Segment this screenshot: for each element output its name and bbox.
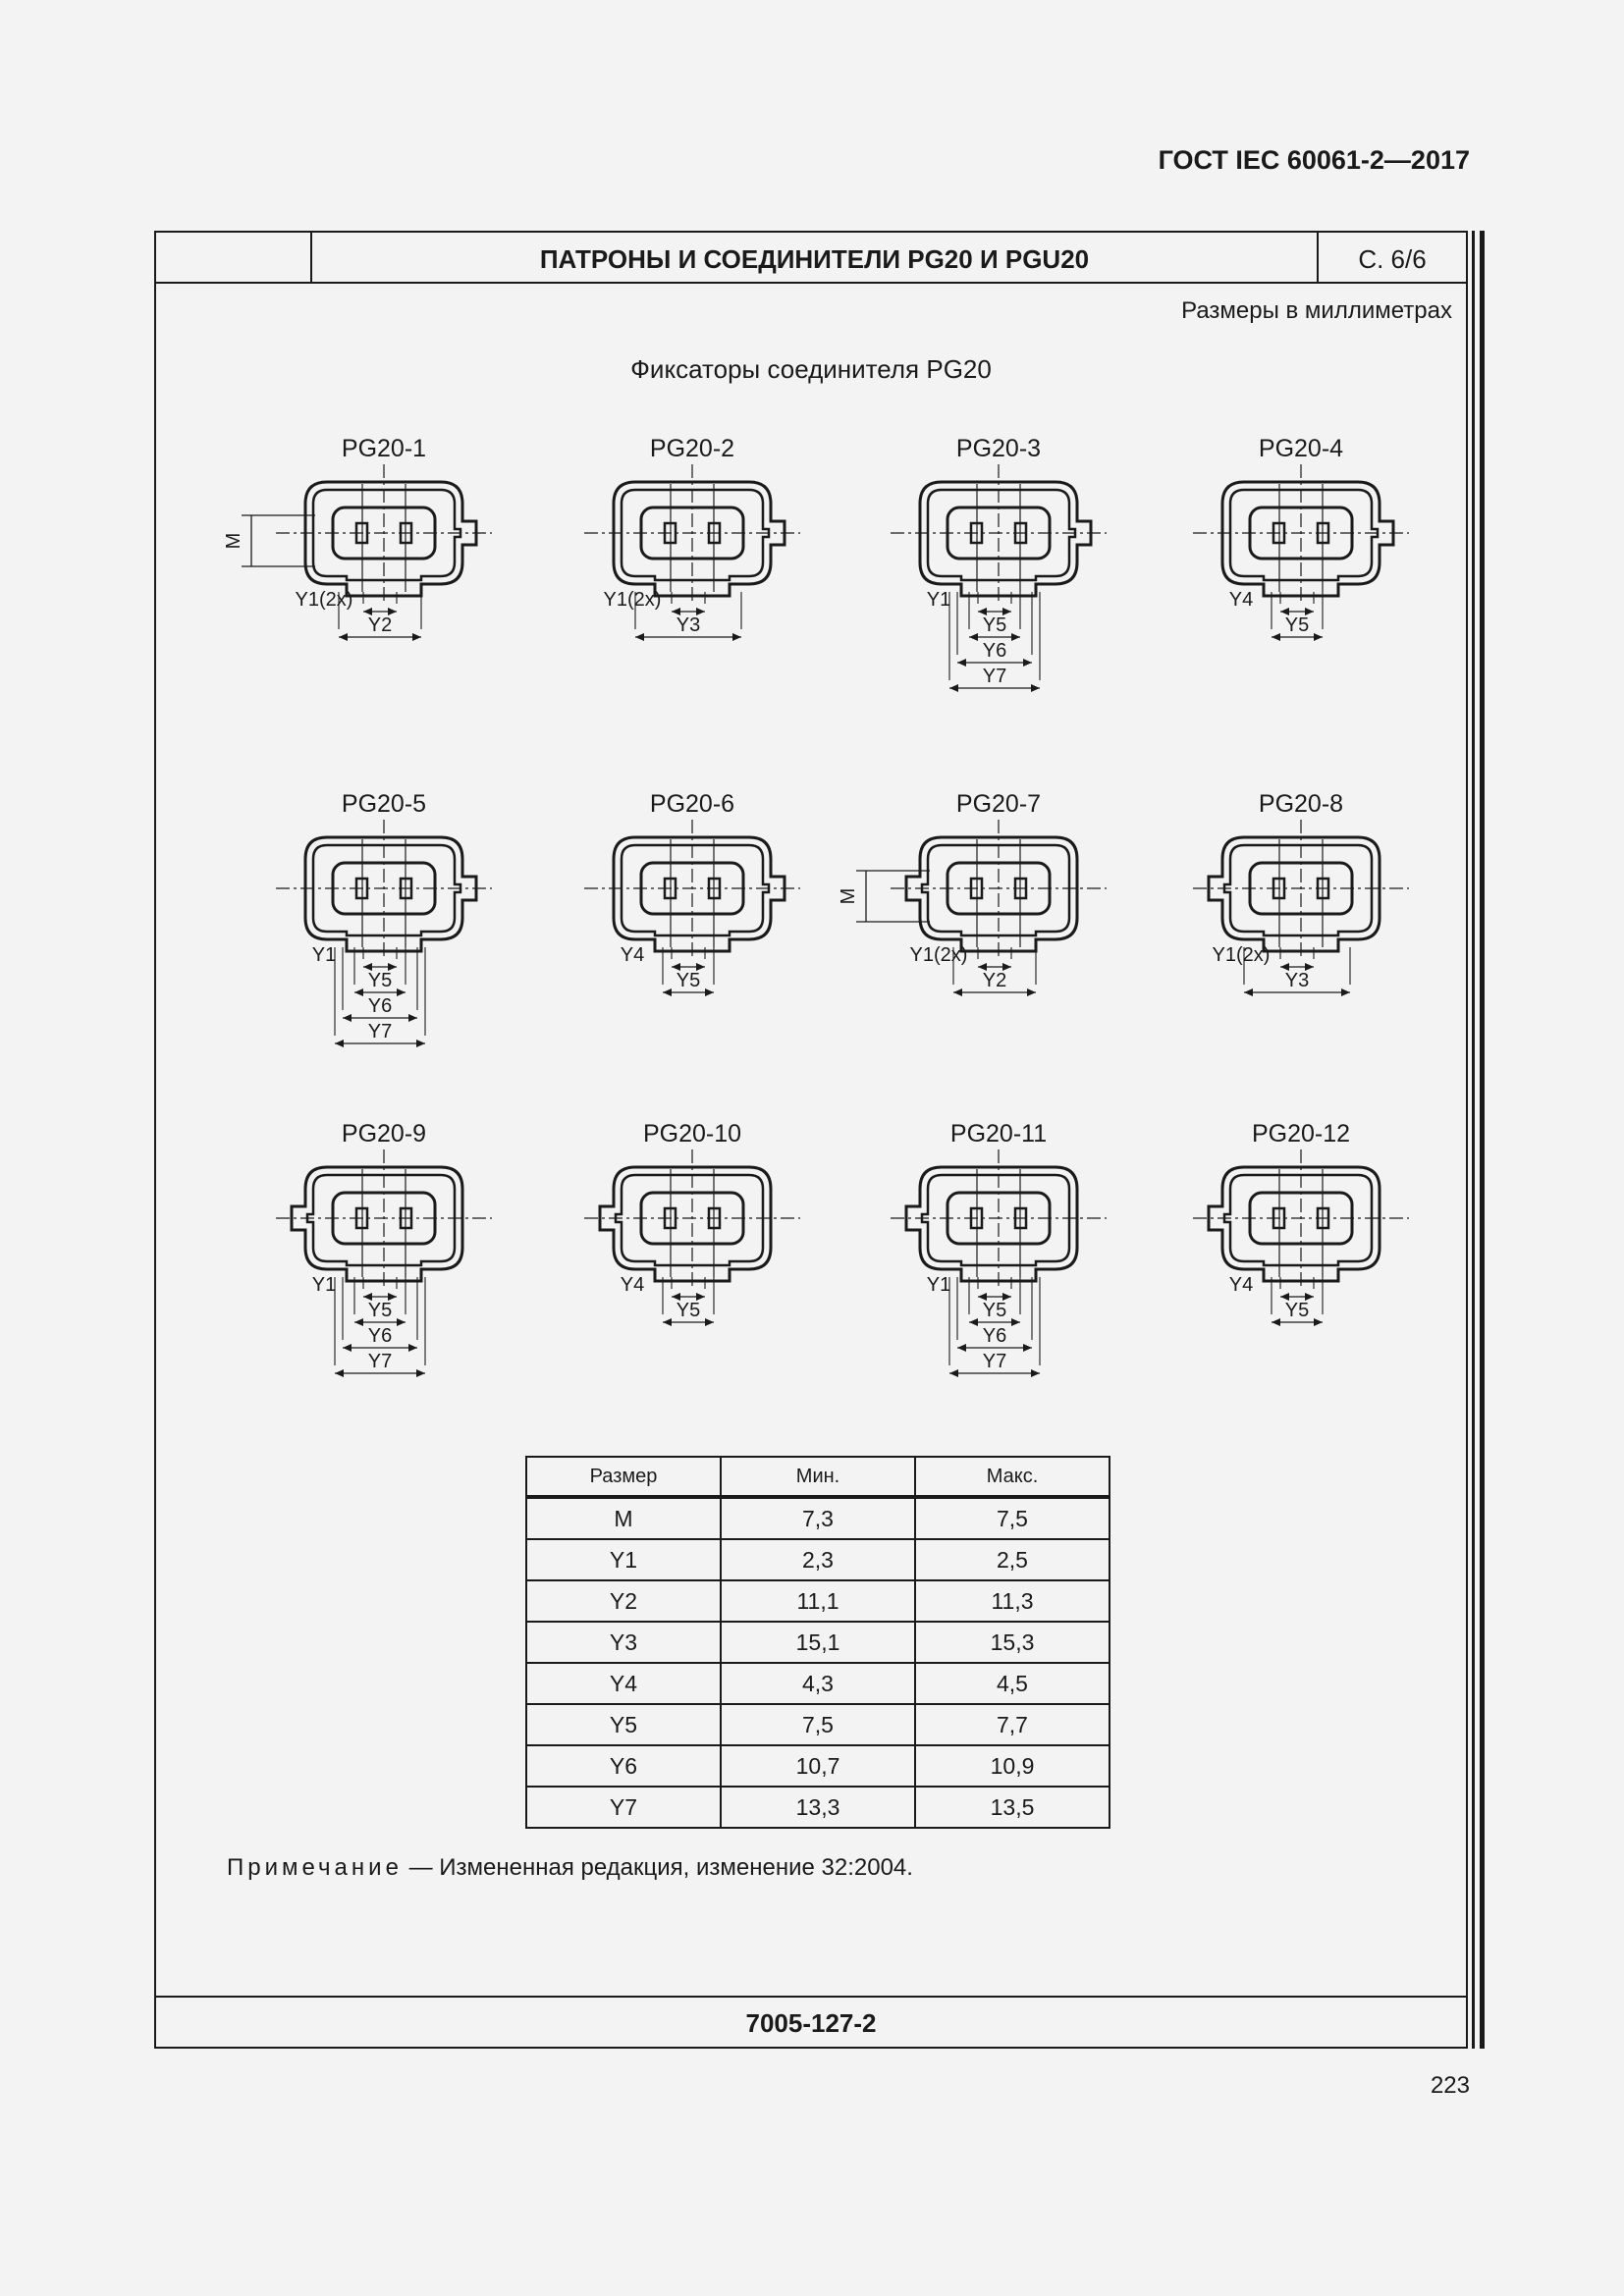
arrowhead xyxy=(732,633,741,641)
arrowhead xyxy=(1341,988,1350,996)
arrowhead xyxy=(663,1318,672,1326)
connector-outline xyxy=(1224,845,1372,935)
arrowhead xyxy=(705,1318,714,1326)
figure-label: PG20-1 xyxy=(341,435,427,462)
table-cell: 4,5 xyxy=(915,1663,1110,1704)
figure-label: PG20-4 xyxy=(1258,435,1344,462)
dimension-label: Y1(2x) xyxy=(603,589,662,611)
table-cell: 2,5 xyxy=(915,1539,1110,1580)
figure-label: PG20-2 xyxy=(649,435,735,462)
table-header-row xyxy=(526,1457,1110,1497)
arrowhead xyxy=(949,1369,958,1377)
dimension-label: Y4 xyxy=(620,944,645,966)
arrowhead xyxy=(1272,633,1280,641)
table-cell: 7,5 xyxy=(721,1704,915,1745)
figure-label: PG20-3 xyxy=(955,435,1042,462)
arrowhead xyxy=(416,1369,425,1377)
arrowhead xyxy=(408,1014,417,1022)
connector-outline xyxy=(922,845,1069,935)
table-cell: 13,5 xyxy=(915,1787,1110,1828)
table-header-cell: Макс. xyxy=(915,1457,1110,1497)
connector-outline xyxy=(906,837,1077,951)
arrowhead xyxy=(1011,633,1020,641)
connector-outline xyxy=(1209,1167,1380,1281)
arrowhead xyxy=(412,633,421,641)
arrowhead xyxy=(343,1344,352,1352)
connector-figure-pg20-5 xyxy=(276,790,492,1047)
dimension-label: Y1 xyxy=(311,944,337,966)
arrowhead xyxy=(957,659,966,667)
figure-label: PG20-8 xyxy=(1258,790,1344,818)
figure-label: PG20-12 xyxy=(1251,1120,1351,1148)
connector-outline xyxy=(313,490,460,580)
dimension-label: Y2 xyxy=(982,970,1007,991)
arrowhead xyxy=(953,988,962,996)
table-row xyxy=(526,1622,1110,1663)
dimension-label: Y1(2x) xyxy=(1212,944,1271,966)
connector-outline xyxy=(614,837,785,951)
connector-outline xyxy=(305,482,476,596)
table-row xyxy=(526,1787,1110,1828)
connector-figure-pg20-1 xyxy=(223,435,492,641)
arrowhead xyxy=(1023,1344,1032,1352)
sheet-page: С. 6/6 xyxy=(1358,244,1427,274)
dimension-label: Y1 xyxy=(311,1274,337,1296)
connector-figure-pg20-4 xyxy=(1193,435,1409,641)
arrowhead xyxy=(705,988,714,996)
connector-figure-pg20-11 xyxy=(891,1120,1107,1377)
connector-outline xyxy=(906,1167,1077,1281)
table-row xyxy=(526,1745,1110,1787)
dimension-label: M xyxy=(838,887,859,905)
dimension-label: M xyxy=(223,532,244,550)
connector-outline xyxy=(928,490,1075,580)
table-cell: Y3 xyxy=(526,1622,721,1663)
connector-figure-pg20-6 xyxy=(584,790,800,996)
arrowhead xyxy=(343,1014,352,1022)
dimension-label: Y7 xyxy=(367,1021,393,1042)
arrowhead xyxy=(1314,1318,1323,1326)
connector-drawings xyxy=(156,233,1466,1411)
connector-outline xyxy=(616,1175,763,1265)
drawing-frame xyxy=(154,231,1468,2049)
arrowhead xyxy=(1272,1318,1280,1326)
figure-label: PG20-7 xyxy=(955,790,1042,818)
arrowhead xyxy=(408,1344,417,1352)
arrowhead xyxy=(635,633,644,641)
dimension-label: Y5 xyxy=(367,970,393,991)
dimension-label: Y4 xyxy=(1228,589,1254,611)
dimension-label: Y7 xyxy=(367,1351,393,1372)
table-cell: M xyxy=(526,1497,721,1539)
connector-outline xyxy=(600,1167,771,1281)
connector-figure-pg20-2 xyxy=(584,435,800,641)
table-cell: Y2 xyxy=(526,1580,721,1622)
arrowhead xyxy=(969,1318,978,1326)
table-cell: Y7 xyxy=(526,1787,721,1828)
connector-outline xyxy=(1209,837,1380,951)
dimension-label: Y5 xyxy=(676,970,701,991)
dimension-label: Y5 xyxy=(367,1300,393,1321)
table-cell: 4,3 xyxy=(721,1663,915,1704)
arrowhead xyxy=(339,633,348,641)
table-cell: 10,7 xyxy=(721,1745,915,1787)
connector-figure-pg20-9 xyxy=(276,1120,492,1377)
note xyxy=(227,1854,913,1882)
table-row xyxy=(526,1539,1110,1580)
arrowhead xyxy=(335,1040,344,1047)
arrowhead xyxy=(1031,684,1040,692)
arrowhead xyxy=(354,988,363,996)
connector-figure-pg20-12 xyxy=(1193,1120,1409,1326)
connector-outline xyxy=(1224,1175,1372,1265)
dimension-label: Y3 xyxy=(676,614,701,636)
dimension-label: Y6 xyxy=(367,995,393,1017)
arrowhead xyxy=(397,1318,406,1326)
arrowhead xyxy=(949,684,958,692)
connector-outline xyxy=(922,1175,1069,1265)
dimension-label: Y6 xyxy=(982,640,1007,662)
arrowhead xyxy=(1031,1369,1040,1377)
note-label: Примечание xyxy=(227,1854,403,1881)
table-cell: Y4 xyxy=(526,1663,721,1704)
dimension-label: Y3 xyxy=(1284,970,1310,991)
arrowhead xyxy=(1027,988,1036,996)
arrowhead xyxy=(1244,988,1253,996)
dimension-label: Y1 xyxy=(926,1274,951,1296)
table-cell: 10,9 xyxy=(915,1745,1110,1787)
connector-outline xyxy=(292,1167,462,1281)
table-header-cell: Мин. xyxy=(721,1457,915,1497)
connector-outline xyxy=(622,490,769,580)
arrowhead xyxy=(1011,1318,1020,1326)
arrowhead xyxy=(335,1369,344,1377)
table-cell: 15,1 xyxy=(721,1622,915,1663)
dimension-label: Y2 xyxy=(367,614,393,636)
dimension-label: Y4 xyxy=(1228,1274,1254,1296)
connector-figure-pg20-3 xyxy=(891,435,1107,692)
dimension-label: Y5 xyxy=(982,1300,1007,1321)
dimension-label: Y7 xyxy=(982,666,1007,687)
page-number: 223 xyxy=(1430,2072,1470,2099)
table-cell: 2,3 xyxy=(721,1539,915,1580)
table-cell: 7,3 xyxy=(721,1497,915,1539)
sheet-code: 7005-127-2 xyxy=(745,2008,877,2038)
table-cell: 11,3 xyxy=(915,1580,1110,1622)
table-cell: 15,3 xyxy=(915,1622,1110,1663)
arrowhead xyxy=(354,1318,363,1326)
sheet-footer xyxy=(156,1996,1466,2047)
dimension-label: Y5 xyxy=(1284,614,1310,636)
connector-outline xyxy=(614,482,785,596)
connector-outline xyxy=(307,1175,455,1265)
dimension-label: Y5 xyxy=(676,1300,701,1321)
table-row xyxy=(526,1663,1110,1704)
dimension-label: Y1(2x) xyxy=(909,944,968,966)
units-note: Размеры в миллиметрах xyxy=(1181,297,1452,324)
connector-outline xyxy=(622,845,769,935)
note-text: Измененная редакция, изменение 32:2004. xyxy=(439,1854,913,1881)
dimension-label: Y7 xyxy=(982,1351,1007,1372)
standard-number: ГОСТ IEC 60061-2—2017 xyxy=(1158,145,1470,175)
arrowhead xyxy=(397,988,406,996)
table-cell: Y6 xyxy=(526,1745,721,1787)
table-header-cell: Размер xyxy=(526,1457,721,1497)
connector-outline xyxy=(313,845,460,935)
table-cell: 7,5 xyxy=(915,1497,1110,1539)
figure-label: PG20-11 xyxy=(949,1120,1048,1148)
dimension-label: Y1 xyxy=(926,589,951,611)
table-cell: Y1 xyxy=(526,1539,721,1580)
frame-edge xyxy=(1472,231,1475,2049)
sheet-title: ПАТРОНЫ И СОЕДИНИТЕЛИ PG20 И PGU20 xyxy=(539,244,1090,274)
dimension-label: Y6 xyxy=(367,1325,393,1347)
connector-outline xyxy=(1230,490,1378,580)
arrowhead xyxy=(957,1344,966,1352)
frame-edge xyxy=(1480,231,1485,2049)
connector-figure-pg20-7 xyxy=(838,790,1107,996)
figure-label: PG20-5 xyxy=(341,790,427,818)
note-dash: — xyxy=(408,1854,433,1881)
dimension-label: Y5 xyxy=(1284,1300,1310,1321)
arrowhead xyxy=(1023,659,1032,667)
connector-outline xyxy=(1222,482,1393,596)
dimension-label: Y4 xyxy=(620,1274,645,1296)
table-row xyxy=(526,1580,1110,1622)
connector-outline xyxy=(920,482,1091,596)
dimensions-table xyxy=(525,1456,1110,1829)
connector-outline xyxy=(305,837,476,951)
table-row xyxy=(526,1497,1110,1539)
figure-label: PG20-10 xyxy=(642,1120,742,1148)
connector-figure-pg20-10 xyxy=(584,1120,800,1326)
arrowhead xyxy=(416,1040,425,1047)
dimension-label: Y1(2x) xyxy=(295,589,353,611)
table-row xyxy=(526,1704,1110,1745)
dimension-label: Y6 xyxy=(982,1325,1007,1347)
table-cell: 13,3 xyxy=(721,1787,915,1828)
figure-label: PG20-6 xyxy=(649,790,735,818)
dimension-label: Y5 xyxy=(982,614,1007,636)
arrowhead xyxy=(1314,633,1323,641)
arrowhead xyxy=(663,988,672,996)
drawing-subtitle: Фиксаторы соединителя PG20 xyxy=(630,354,992,384)
table-cell: 7,7 xyxy=(915,1704,1110,1745)
table-cell: Y5 xyxy=(526,1704,721,1745)
arrowhead xyxy=(969,633,978,641)
connector-figure-pg20-8 xyxy=(1193,790,1409,996)
figure-label: PG20-9 xyxy=(341,1120,427,1148)
table-cell: 11,1 xyxy=(721,1580,915,1622)
